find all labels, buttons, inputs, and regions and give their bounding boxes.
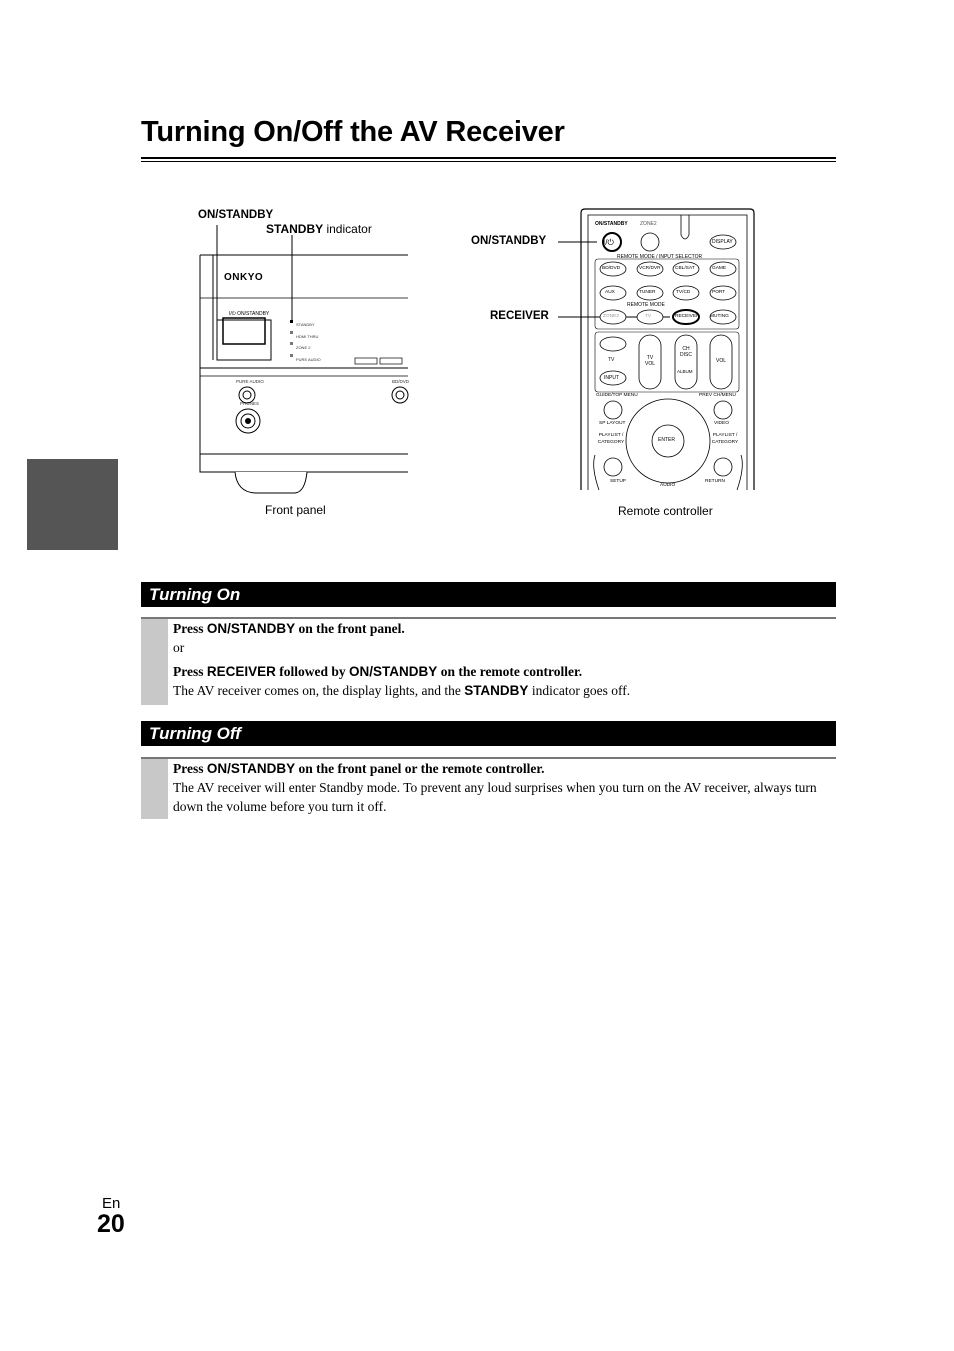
- remote-tuner-button[interactable]: TUNER: [639, 290, 656, 295]
- remote-bd-dvd-button[interactable]: BD/DVD: [602, 266, 621, 271]
- front-panel-caption: Front panel: [265, 503, 326, 517]
- remote-tv-vol-label: TV VOL: [644, 355, 655, 367]
- turning-off-body: The AV receiver will enter Standby mode. To prevent any loud surprises when you turn on the AV receiver, always turn down the volume before you turn it off.: [173, 780, 817, 814]
- remote-muting-button[interactable]: MUTING: [710, 314, 729, 319]
- turning-on-step-marker: [141, 619, 168, 705]
- remote-input-button[interactable]: INPUT: [604, 375, 619, 381]
- remote-album-label: ALBUM: [677, 369, 693, 374]
- remote-drawing: [555, 205, 760, 495]
- remote-mode-title: REMOTE MODE: [627, 302, 665, 308]
- remote-sp-layout-label: SP LAYOUT: [599, 421, 626, 426]
- remote-playlist-right-label: PLAYLIST / CATEGORY: [711, 433, 739, 445]
- onkyo-logo: ONKYO: [224, 272, 264, 283]
- turning-off-text: [173, 759, 838, 816]
- remote-playlist-left-label: PLAYLIST / CATEGORY: [597, 433, 625, 445]
- remote-return-label: RETURN: [705, 479, 725, 484]
- title-rule-thin: [141, 161, 836, 162]
- turning-off-heading: Turning Off: [141, 721, 836, 746]
- remote-game-button[interactable]: GAME: [712, 266, 727, 271]
- remote-ch-disc-label: CH DISC: [680, 346, 692, 358]
- title-rule: [141, 157, 836, 159]
- remote-port-button[interactable]: PORT: [712, 290, 726, 295]
- chapter-tab: [27, 459, 118, 550]
- page-title: Turning On/Off the AV Receiver: [141, 116, 565, 148]
- page-number: 20: [97, 1210, 125, 1238]
- indicator-list: STANDBY HDMI THRU ZONE 2 PURE AUDIO: [296, 322, 321, 362]
- remote-cbl-sat-button[interactable]: CBL/SAT: [675, 266, 695, 271]
- remote-caption: Remote controller: [618, 504, 713, 518]
- remote-zone2-button[interactable]: ZONE2: [603, 314, 619, 319]
- remote-video-label: VIDEO: [714, 421, 729, 426]
- remote-receiver-callout: RECEIVER: [490, 310, 549, 322]
- remote-on-standby-callout: ON/STANDBY: [471, 235, 547, 247]
- remote-audio-label: AUDIO: [660, 483, 676, 488]
- remote-power-button[interactable]: I/⏻: [603, 238, 614, 247]
- remote-display-button[interactable]: DISPLAY: [712, 239, 733, 245]
- jack-phones-label: PHONES: [240, 401, 260, 406]
- remote-receiver-button[interactable]: RECEIVER: [675, 314, 700, 319]
- remote-aux-button[interactable]: AUX: [605, 290, 615, 295]
- remote-top-label: ON/STANDBY: [595, 221, 628, 227]
- remote-selector-title: REMOTE MODE / INPUT SELECTOR: [617, 254, 703, 260]
- turning-on-line2: Press RECEIVER followed by ON/STANDBY on the remote controller.: [173, 664, 583, 679]
- turning-on-line1: Press ON/STANDBY on the front panel.: [173, 621, 405, 636]
- page-language: En: [102, 1195, 121, 1212]
- jack-pure-audio-label: PURE AUDIO: [236, 379, 264, 384]
- turning-on-line3: The AV receiver comes on, the display lights, and the STANDBY indicator goes off.: [173, 683, 631, 698]
- turning-on-or: or: [173, 640, 185, 655]
- turning-off-step-marker: [141, 759, 168, 819]
- turning-on-heading: Turning On: [141, 582, 836, 607]
- front-button-label: I/⏻ ON/STANDBY: [229, 311, 270, 317]
- front-on-standby-callout: ON/STANDBY: [198, 209, 274, 221]
- remote-tv-mode-button[interactable]: TV: [645, 314, 652, 319]
- remote-tv-label: TV: [608, 357, 615, 363]
- jack-bd-dvd-label: BD/DVD: [392, 379, 410, 384]
- remote-prev-label: PREV CH/MENU: [699, 393, 736, 398]
- remote-guide-label: GUIDE/TOP MENU: [596, 393, 638, 398]
- remote-vol-label: VOL: [716, 358, 727, 364]
- remote-tv-cd-button[interactable]: TV/CD: [676, 290, 691, 295]
- turning-off-line1: Press ON/STANDBY on the front panel or the remote controller.: [173, 761, 545, 776]
- turning-on-text: [173, 619, 838, 700]
- remote-zone2-label: ZONE2: [640, 221, 657, 227]
- remote-vcr-dvr-button[interactable]: VCR/DVR: [639, 266, 661, 271]
- remote-enter-button[interactable]: ENTER: [658, 437, 675, 443]
- remote-setup-label: SETUP: [610, 479, 626, 484]
- standby-indicator-callout: STANDBY indicator: [266, 222, 372, 236]
